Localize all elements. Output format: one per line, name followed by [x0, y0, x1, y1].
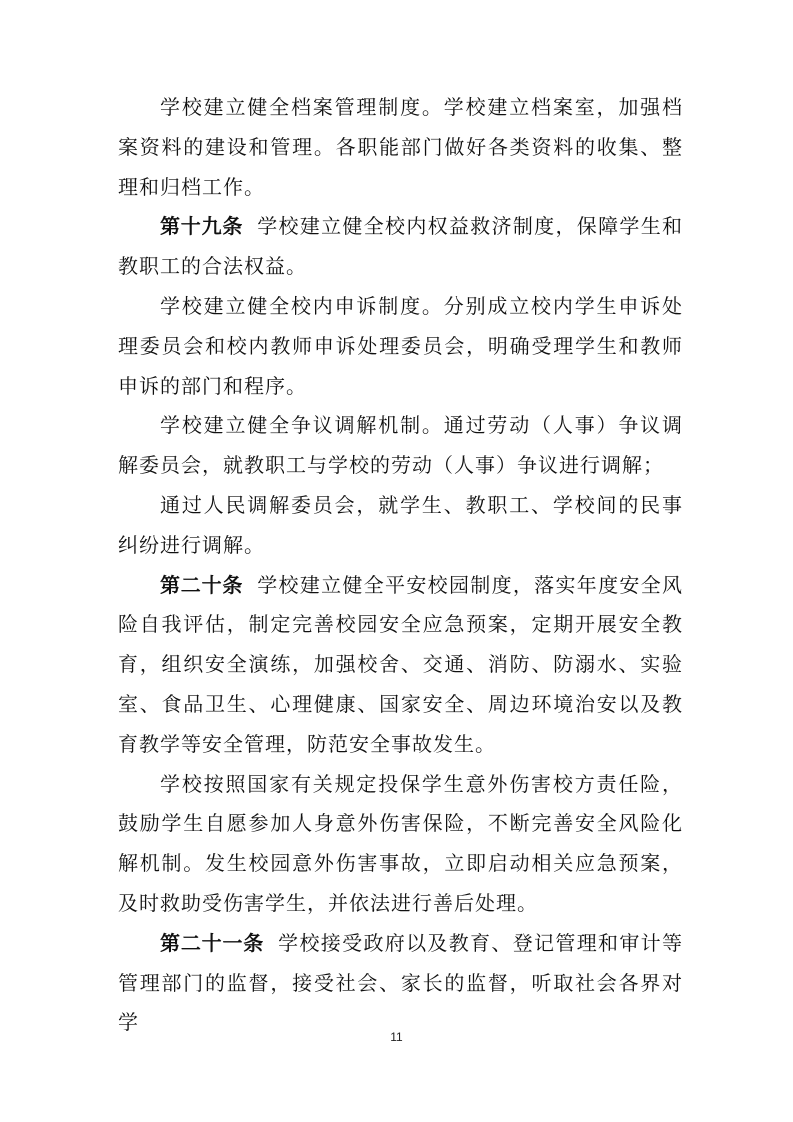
paragraph-archive-management — [118, 88, 683, 207]
paragraph-text: 通过人民调解委员会，就学生、教职工、学校间的民事纠纷进行调解。 — [118, 492, 683, 557]
article-heading: 第十九条 — [160, 214, 244, 239]
paragraph-article-21 — [118, 924, 683, 1043]
paragraph-insurance — [118, 765, 683, 924]
page-number: 11 — [390, 1030, 403, 1044]
paragraph-text: 学校建立健全校内申诉制度。分别成立校内学生申诉处理委员会和校内教师申诉处理委员会，明确受理学生和教师申诉的部门和程序。 — [118, 293, 683, 398]
article-heading: 第二十一条 — [160, 930, 265, 955]
article-heading: 第二十条 — [160, 572, 244, 597]
paragraph-people-mediation — [118, 486, 683, 566]
paragraph-text: 学校建立健全校内权益救济制度，保障学生和教职工的合法权益。 — [118, 214, 684, 279]
paragraph-text: 学校建立健全平安校园制度，落实年度安全风险自我评估，制定完善校园安全应急预案，定期开展安全教育，组织安全演练，加强校舍、交通、消防、防溺水、实验室、食品卫生、心理健康、国家安全、周边环境治安以及教育教学等安全管理，防范安全事故发生。 — [118, 572, 684, 756]
body-text — [118, 88, 683, 1043]
paragraph-appeal-system — [118, 287, 683, 406]
paragraph-text: 学校接受政府以及教育、登记管理和审计等管理部门的监督，接受社会、家长的监督，听取社会各界对学 — [118, 930, 684, 1035]
paragraph-article-19 — [118, 207, 683, 287]
paragraph-text: 学校建立健全档案管理制度。学校建立档案室，加强档案资料的建设和管理。各职能部门做好各类资料的收集、整理和归档工作。 — [118, 95, 683, 199]
paragraph-article-20 — [118, 566, 683, 765]
paragraph-text: 学校按照国家有关规定投保学生意外伤害校方责任险，鼓励学生自愿参加人身意外伤害保险，不断完善安全风险化解机制。发生校园意外伤害事故，立即启动相关应急预案，及时救助受伤害学生，并依法进行善后处理。 — [118, 771, 683, 915]
paragraph-text: 学校建立健全争议调解机制。通过劳动（人事）争议调解委员会，就教职工与学校的劳动（人事）争议进行调解； — [118, 413, 683, 478]
paragraph-dispute-mediation — [118, 406, 683, 486]
